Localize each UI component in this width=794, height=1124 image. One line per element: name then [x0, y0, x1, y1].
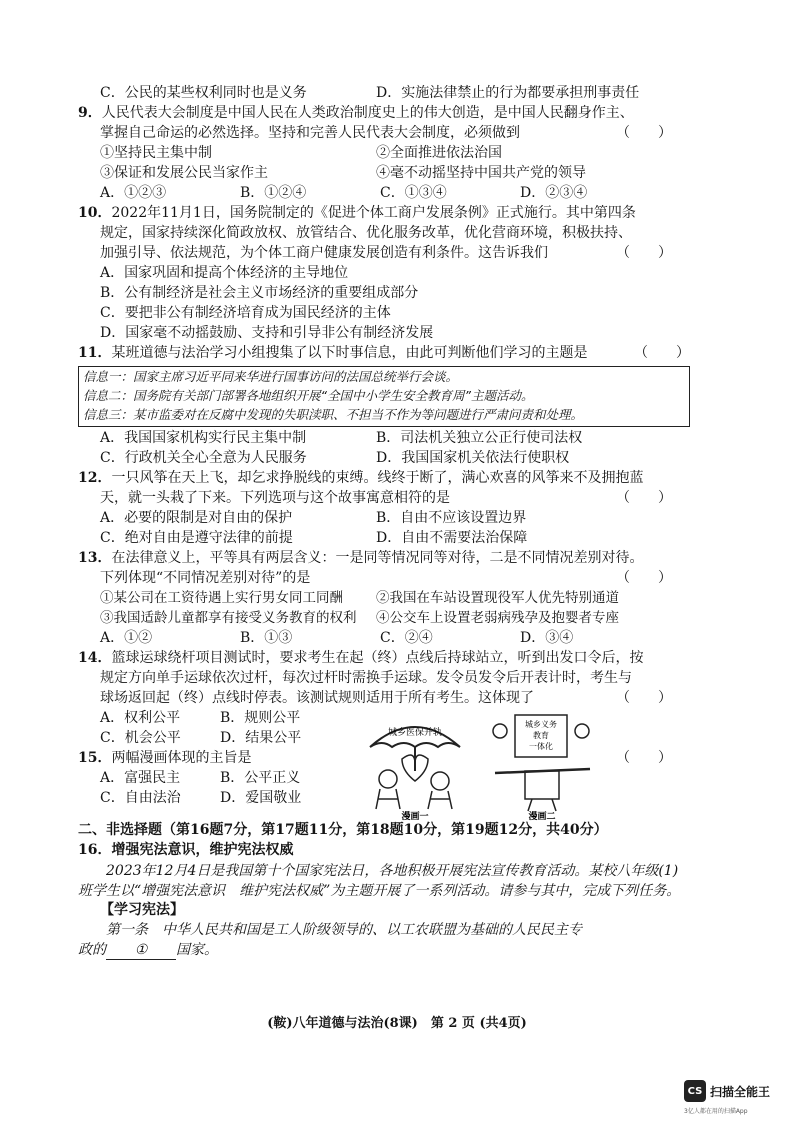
q15-option-c: C．自由法治	[100, 790, 181, 806]
q11-info-3: 信息三：某市监委对在反腐中发现的失职渎职、不担当不作为等问题进行严肃问责和处理。	[83, 407, 584, 422]
q11-option-c: C．行政机关全心全意为人民服务	[100, 450, 307, 466]
q16-article-1-prefix: 政的	[78, 942, 106, 958]
q13-text-1: 在法律意义上，平等具有两层含义：一是同等情况同等对待，二是不同情况差别对待。	[111, 550, 644, 566]
q9-text-1: 人民代表大会制度是中国人民在人类政治制度史上的伟大创造，是中国人民翻身作主、	[101, 105, 634, 121]
q14-option-c: C．机会公平	[100, 730, 181, 746]
q10-stem-2	[78, 224, 690, 244]
q9-option-d: D．②③④	[520, 185, 588, 201]
q9-options	[78, 184, 690, 204]
q10-text-3: 加强引导、依法规范，为个体工商户健康发展创造有利条件。这告诉我们	[100, 245, 548, 261]
q15-number: 15．	[78, 750, 112, 766]
q16-number: 16．	[78, 842, 112, 858]
q12-stem-2	[78, 489, 690, 509]
q10-option-d: D．国家毫不动摇鼓励、支持和引导非公有制经济发展	[100, 325, 434, 341]
camscanner-logo-icon: CS	[684, 1080, 706, 1102]
q14-option-a: A．权利公平	[100, 710, 181, 726]
q11-number: 11．	[78, 345, 112, 361]
person-body-icon	[376, 789, 400, 809]
q10-option-b: B．公有制经济是社会主义市场经济的重要组成部分	[100, 285, 419, 301]
scanner-app-name: 扫描全能王	[710, 1084, 771, 1099]
q16-blank-1: ①	[106, 941, 176, 960]
q9-option-b: B．①②④	[240, 185, 307, 201]
q13-statement-4: ④公交车上设置老弱病残孕及抱婴者专座	[376, 610, 619, 626]
q12-text-2: 天，就一头栽了下来。下列选项与这个故事寓意相符的是	[100, 490, 450, 506]
q13-option-c: C．②④	[380, 630, 433, 646]
q16-article-1-line-1: 第一条 中华人民共和国是工人阶级领导的、以工农联盟为基础的人民民主专	[106, 922, 582, 938]
book-figure-icon	[525, 771, 559, 799]
page-footer: (鞍)八年道德与法治(8课) 第 2 页 (共4页)	[267, 1016, 527, 1031]
q13-text-2: 下列体现“不同情况差别对待”的是	[100, 570, 311, 586]
scanner-tagline: 3亿人都在用的扫描App	[684, 1108, 748, 1115]
cartoon-two-label: 漫画二	[528, 812, 556, 821]
exam-content	[78, 84, 690, 961]
q9-option-c: C．①③④	[380, 185, 447, 201]
q14-q15-block	[78, 709, 690, 821]
q11-option-d: D．我国国家机关依法行使职权	[376, 450, 570, 466]
q9-statement-3: ③保证和发展公民当家作主	[100, 165, 268, 181]
q10-stem-3	[78, 244, 690, 264]
q12-answer-paren: （ ）	[616, 490, 672, 506]
section-two-title: 二、非选择题（第16题7分，第17题11分，第18题10分，第19题12分，共40分）	[78, 822, 608, 838]
q9-statement-1: ①坚持民主集中制	[100, 145, 212, 161]
q9-statement-2: ②全面推进依法治国	[376, 145, 502, 161]
q10-answer-paren: （ ）	[616, 245, 672, 261]
q11-answer-paren: （ ）	[634, 345, 690, 361]
q13-statement-3: ③我国适龄儿童都享有接受义务教育的权利	[100, 610, 357, 626]
q13-statements-2	[78, 609, 690, 629]
cartoon-two-caption-1: 城乡义务	[525, 720, 557, 729]
person-face-icon-2	[431, 772, 449, 790]
q11-info-2: 信息二：国务院有关部门部署各地组织开展“全国中小学生安全教育周”主题活动。	[83, 388, 534, 403]
q11-info-1: 信息一：国家主席习近平同来华进行国事访问的法国总统举行会谈。	[83, 369, 459, 384]
q8-options	[78, 84, 690, 104]
q10-stem-1	[78, 204, 690, 224]
cartoon-two-caption-3: 一体化	[529, 742, 553, 751]
q13-option-d: D．③④	[520, 630, 574, 646]
q9-statements-1	[78, 144, 690, 164]
q9-stem-1	[78, 104, 690, 124]
q9-option-a: A．①②③	[100, 185, 167, 201]
q10-number: 10．	[78, 205, 112, 221]
q16-article-1-line-2	[78, 941, 690, 961]
q13-statement-2: ②我国在车站设置现役军人优先特别通道	[376, 590, 619, 606]
q12-option-d: D．自由不需要法治保障	[376, 530, 528, 546]
person-face-icon	[379, 770, 397, 788]
q11-option-b: B．司法机关独立公正行使司法权	[376, 430, 583, 446]
q11-info-box	[78, 366, 690, 427]
q14-text-1: 篮球运球绕杆项目测试时，要求考生在起（终）点线后持球站立，听到出发口令后，按	[111, 650, 644, 666]
q13-option-b: B．①③	[240, 630, 293, 646]
q8-option-c: C．公民的某些权利同时也是义务	[100, 85, 307, 101]
cartoon-two	[493, 715, 590, 821]
q15-option-d: D．爱国敬业	[220, 790, 302, 806]
q12-number: 12．	[78, 470, 112, 486]
q13-statement-1: ①某公司在工资待遇上实行男女同工同酬	[100, 590, 343, 606]
q14-answer-paren: （ ）	[616, 690, 672, 706]
q14-option-b: B．规则公平	[220, 710, 301, 726]
q16-background-paragraph: 2023年12月4日是我国第十个国家宪法日，各地积极开展宪法宣传教育活动。某校八年级(1)班学生以“增强宪法意识 维护宪法权威”为主题开展了一系列活动。请参与其中，完成下列任务。	[78, 863, 681, 899]
q10-text-1: 2022年11月1日，国务院制定的《促进个体工商户发展条例》正式施行。其中第四条	[111, 205, 636, 221]
q9-stem-2	[78, 124, 690, 144]
q11-options-2	[78, 449, 690, 469]
q10-option-a: A．国家巩固和提高个体经济的主导地位	[100, 265, 349, 281]
q13-stem-1	[78, 549, 690, 569]
q16-article-1-suffix: 国家。	[176, 942, 218, 958]
q9-text-2: 掌握自己命运的必然选择。坚持和完善人民代表大会制度，必须做到	[100, 125, 520, 141]
q15-option-b: B．公平正义	[220, 770, 301, 786]
q14-stem-3	[78, 689, 690, 709]
q13-options	[78, 629, 690, 649]
q14-number: 14．	[78, 650, 112, 666]
cartoon-one-caption: 城乡医保并轨	[387, 728, 443, 738]
q12-options-2	[78, 529, 690, 549]
q10-option-c: C．要把非公有制经济培育成为国民经济的主体	[100, 305, 391, 321]
q11-option-a: A．我国国家机构实行民主集中制	[100, 430, 307, 446]
q9-statements-2	[78, 164, 690, 184]
q11-stem-1	[78, 344, 690, 364]
q14-stem-1	[78, 649, 690, 669]
cartoon-one	[370, 726, 460, 821]
scanner-watermark	[684, 1080, 770, 1102]
q14-option-d: D．结果公平	[220, 730, 302, 746]
q9-statement-4: ④毫不动摇坚持中国共产党的领导	[376, 165, 586, 181]
q16-subheading-learn: 【学习宪法】	[100, 902, 184, 918]
q15-text-1: 两幅漫画体现的主旨是	[111, 750, 252, 766]
q13-statements-1	[78, 589, 690, 609]
q13-number: 13．	[78, 550, 112, 566]
q16-title-line	[78, 841, 690, 861]
q12-option-b: B．自由不应该设置边界	[376, 510, 527, 526]
q14-text-2: 规定方向单手运球依次过杆，每次过杆时需换手运球。发令员发令后开表计时，考生与	[100, 670, 632, 686]
q9-number: 9．	[78, 105, 102, 121]
q11-options-1	[78, 429, 690, 449]
q16-title: 增强宪法意识，维护宪法权威	[111, 842, 294, 858]
q15-option-a: A．富强民主	[100, 770, 181, 786]
q12-text-1: 一只风筝在天上飞，却乞求挣脱线的束缚。线终于断了，满心欢喜的风筝来不及拥抱蓝	[111, 470, 644, 486]
q10-text-2: 规定，国家持续深化简政放权、放管结合、优化服务改革，优化营商环境，积极扶持、	[100, 225, 632, 241]
q14-text-3: 球场返回起（终）点线时停表。该测试规则适用于所有考生。这体现了	[100, 690, 534, 706]
q13-stem-2	[78, 569, 690, 589]
q12-option-c: C．绝对自由是遵守法律的前提	[100, 530, 293, 546]
cartoon-one-label: 漫画一	[401, 812, 429, 821]
q12-stem-1	[78, 469, 690, 489]
q11-text-1: 某班道德与法治学习小组搜集了以下时事信息，由此可判断他们学习的主题是	[111, 345, 588, 361]
q13-answer-paren: （ ）	[616, 570, 672, 586]
cartoon-illustrations	[360, 709, 610, 821]
q8-option-d: D．实施法律禁止的行为都要承担刑事责任	[376, 85, 640, 101]
child-face-icon	[493, 724, 507, 738]
person-body-icon-2	[428, 791, 452, 809]
q15-answer-paren: （ ）	[616, 750, 672, 766]
q12-options-1	[78, 509, 690, 529]
q13-option-a: A．①②	[100, 630, 153, 646]
child-face-icon-2	[575, 724, 589, 738]
cartoon-two-caption-2: 教育	[533, 731, 549, 740]
q12-option-a: A．必要的限制是对自由的保护	[100, 510, 293, 526]
q9-answer-paren: （ ）	[616, 125, 672, 141]
book-figure-legs	[528, 799, 556, 811]
